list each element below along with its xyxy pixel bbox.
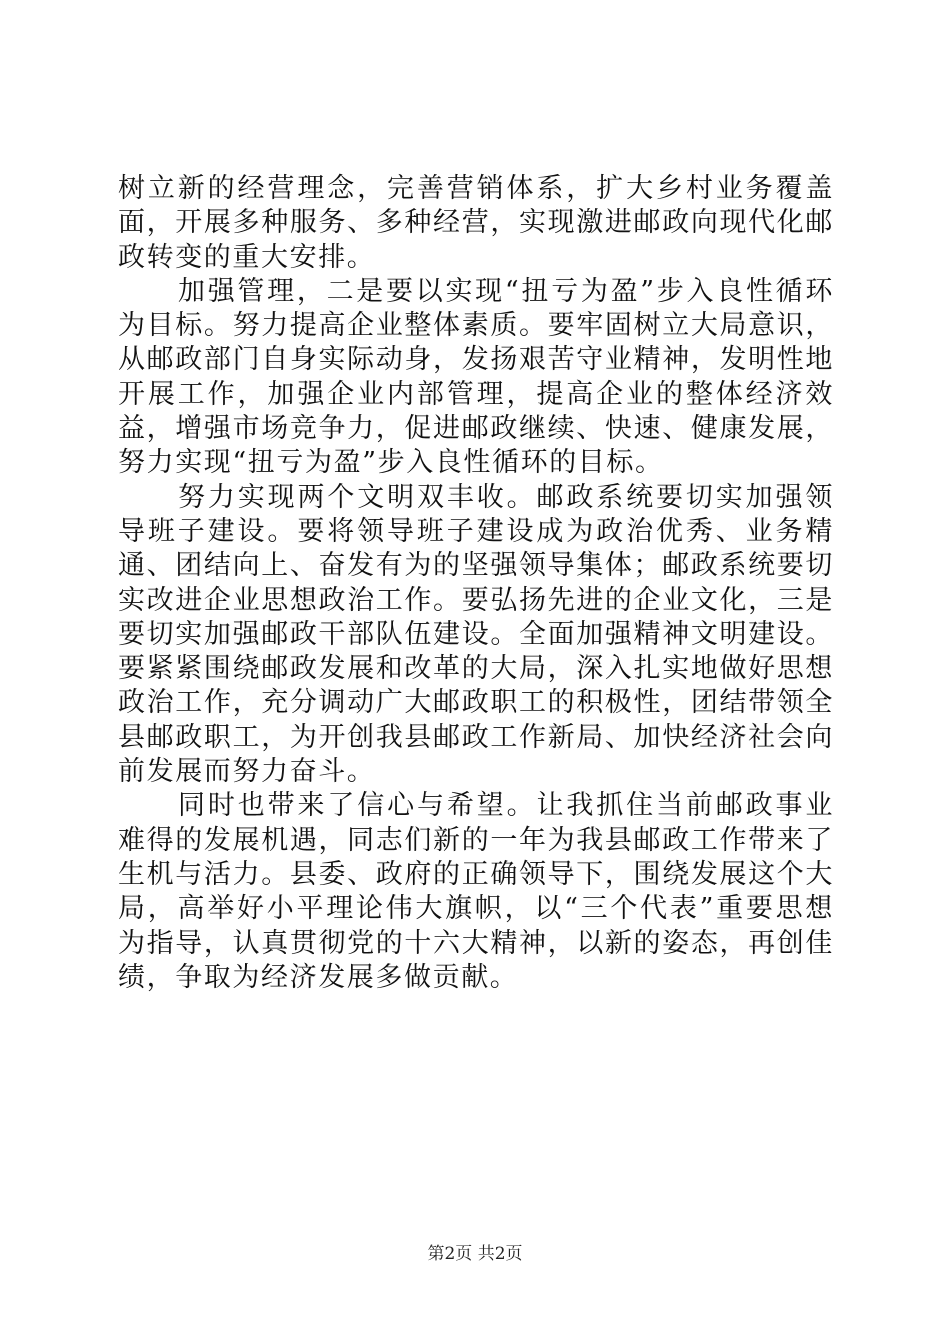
page-number-footer: 第2页 共2页 bbox=[427, 1244, 523, 1264]
paragraph-2: 加强管理，二是要以实现“扭亏为盈”步入良性循环为目标。努力提高企业整体素质。要牢固树立大局意识，从邮政部门自身实际动身，发扬艰苦守业精神，发明性地开展工作，加强企业内部管理，提高企业的整体经济效益，增强市场竞争力，促进邮政继续、快速、健康发展，努力实现“扭亏为盈”步入良性循环的目标。 bbox=[118, 275, 834, 479]
paragraph-4: 同时也带来了信心与希望。让我抓住当前邮政事业难得的发展机遇，同志们新的一年为我县邮政工作带来了生机与活力。县委、政府的正确领导下，围绕发展这个大局，高举好小平理论伟大旗帜，以“三个代表”重要思想为指导，认真贯彻党的十六大精神，以新的姿态，再创佳绩，争取为经济发展多做贡献。 bbox=[118, 790, 834, 993]
paragraph-1: 树立新的经营理念，完善营销体系，扩大乡村业务覆盖面，开展多种服务、多种经营，实现激进邮政向现代化邮政转变的重大安排。 bbox=[118, 173, 834, 273]
document-body bbox=[118, 172, 834, 995]
paragraph-3: 努力实现两个文明双丰收。邮政系统要切实加强领导班子建设。要将领导班子建设成为政治优秀、业务精通、团结向上、奋发有为的坚强领导集体；邮政系统要切实改进企业思想政治工作。要弘扬先进的企业文化，三是要切实加强邮政干部队伍建设。全面加强精神文明建设。要紧紧围绕邮政发展和改革的大局，深入扎实地做好思想政治工作，充分调动广大邮政职工的积极性，团结带领全县邮政职工，为开创我县邮政工作新局、加快经济社会向前发展而努力奋斗。 bbox=[118, 481, 834, 788]
